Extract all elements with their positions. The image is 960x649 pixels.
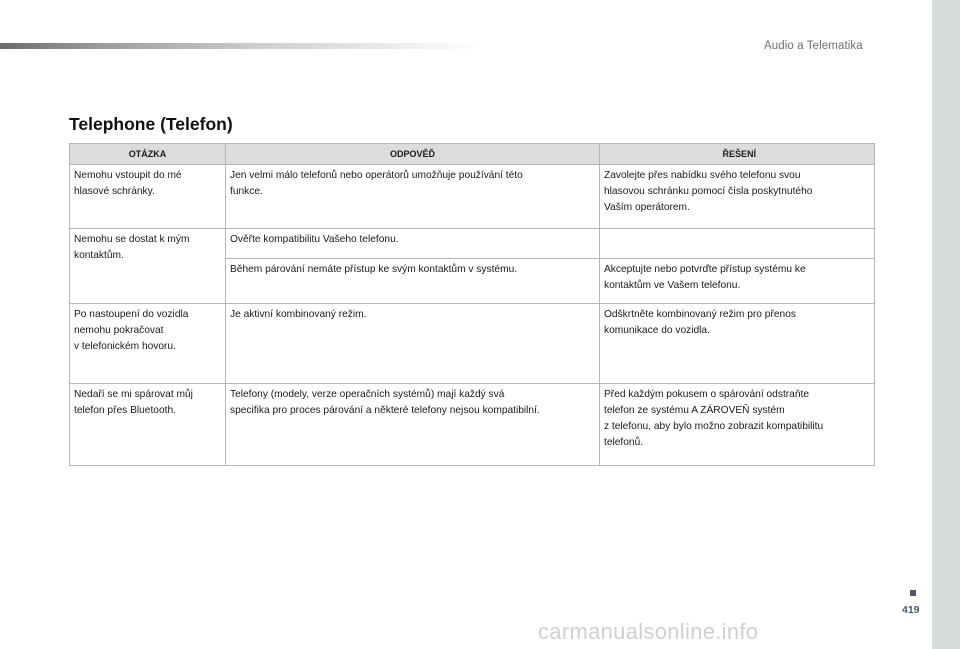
solution-cell xyxy=(600,229,875,259)
column-header-question: OTÁZKA xyxy=(70,144,226,165)
table-row xyxy=(70,229,875,259)
question-cell: Nemohu se dostat k mým kontaktům. xyxy=(70,229,226,304)
faq-table xyxy=(69,143,875,466)
solution-cell: Zavolejte přes nabídku svého telefonu svou hlasovou schránku pomocí čísla poskytnutého Vaším operátorem. xyxy=(600,165,875,229)
answer-cell: Během párování nemáte přístup ke svým kontaktům v systému. xyxy=(226,259,600,304)
page-number: 419 xyxy=(902,604,920,616)
question-cell: Nedaří se mi spárovat můj telefon přes Bluetooth. xyxy=(70,384,226,466)
table-row xyxy=(70,165,875,229)
page-marker-square xyxy=(910,590,916,596)
page-title: Telephone (Telefon) xyxy=(69,114,233,134)
question-cell: Nemohu vstoupit do mé hlasové schránky. xyxy=(70,165,226,229)
watermark: carmanualsonline.info xyxy=(538,619,759,644)
answer-cell: Je aktivní kombinovaný režim. xyxy=(226,304,600,384)
side-margin-strip xyxy=(932,0,960,649)
table-row xyxy=(70,384,875,466)
solution-cell: Odškrtněte kombinovaný režim pro přenos komunikace do vozidla. xyxy=(600,304,875,384)
solution-cell: Před každým pokusem o spárování odstraňte telefon ze systému A ZÁROVEŇ systém z telefonu, aby bylo možno zobrazit kompatibilitu telefonů. xyxy=(600,384,875,466)
answer-cell: Ověřte kompatibilitu Vašeho telefonu. xyxy=(226,229,600,259)
answer-cell: Telefony (modely, verze operačních systémů) mají každý svá specifika pro proces párování a některé telefony nejsou kompatibilní. xyxy=(226,384,600,466)
question-cell: Po nastoupení do vozidla nemohu pokračovat v telefonickém hovoru. xyxy=(70,304,226,384)
table-row xyxy=(70,304,875,384)
answer-cell: Jen velmi málo telefonů nebo operátorů umožňuje používání této funkce. xyxy=(226,165,600,229)
solution-cell: Akceptujte nebo potvrďte přístup systému ke kontaktům ve Vašem telefonu. xyxy=(600,259,875,304)
table-header-row xyxy=(70,144,875,165)
column-header-answer: ODPOVĚĎ xyxy=(226,144,600,165)
header-gradient-bar xyxy=(0,43,480,49)
section-name: Audio a Telematika xyxy=(764,40,863,52)
column-header-solution: ŘEŠENÍ xyxy=(600,144,875,165)
